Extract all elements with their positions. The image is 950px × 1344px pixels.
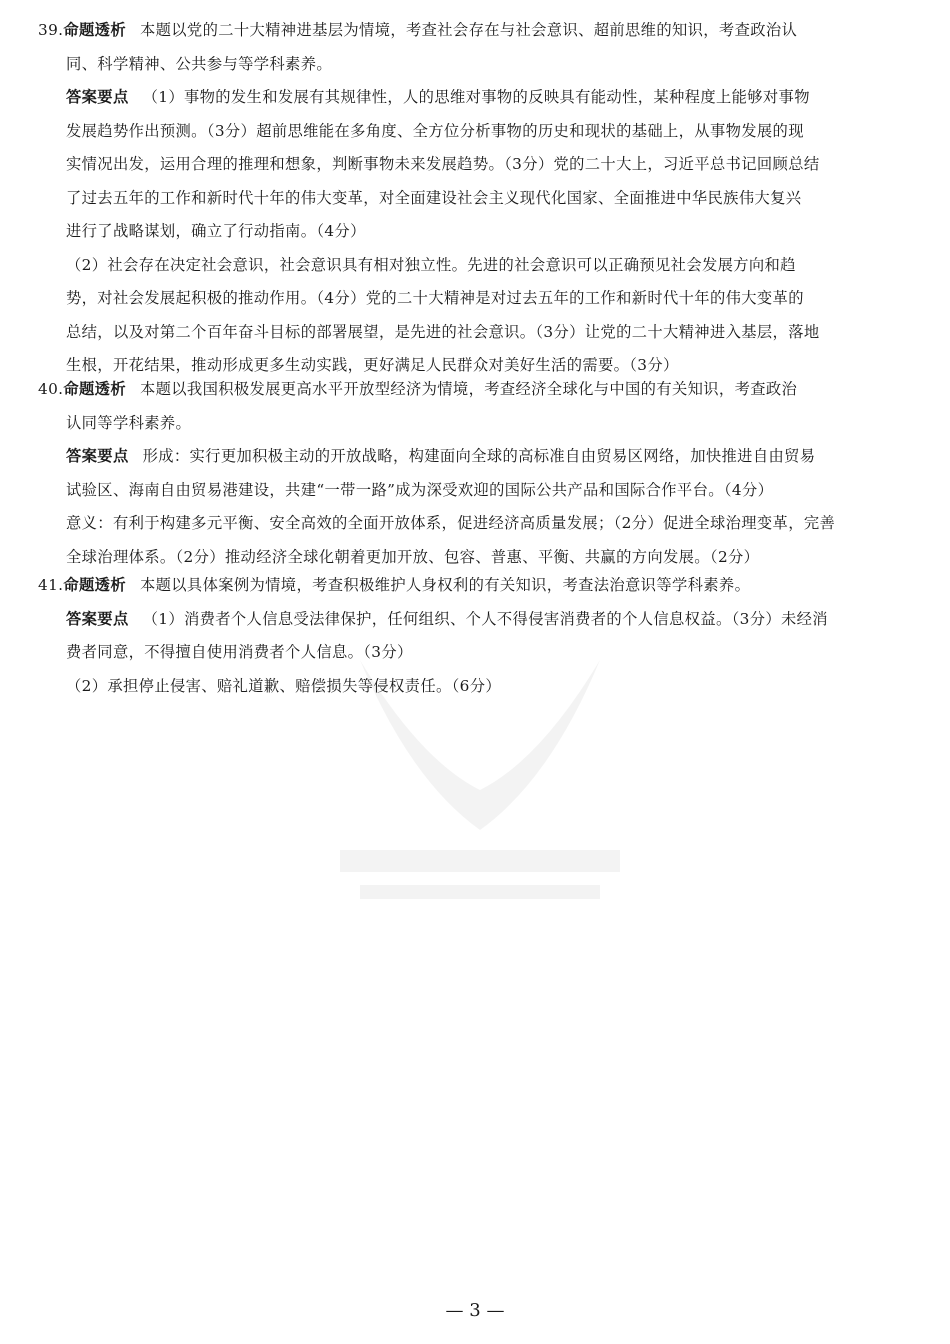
page-number: — 3 — bbox=[445, 1300, 505, 1321]
q39-answer-line-4: 了过去五年的工作和新时代十年的伟大变革，对全面建设社会主义现代化国家、全面推进中华民族伟大复兴 bbox=[66, 188, 802, 207]
analysis-text: 本题以具体案例为情境，考查积极维护人身权利的有关知识，考查法治意识等学科素养。 bbox=[139, 576, 751, 594]
answer-text: （1）消费者个人信息受法律保护，任何组织、个人不得侵害消费者的个人信息权益。（3分）未经消 bbox=[142, 609, 828, 628]
q39-analysis-line-2: 同、科学精神、公共参与等学科素养。 bbox=[66, 54, 332, 73]
q41-answer-line-1 bbox=[38, 603, 910, 637]
q41-analysis-line-1 bbox=[38, 569, 910, 603]
q40-answer-line-2: 试验区、海南自由贸易港建设，共建“一带一路”成为深受欢迎的国际公共产品和国际合作平台。（4分） bbox=[66, 480, 774, 499]
q40-answer-line-3: 意义：有利于构建多元平衡、安全高效的全面开放体系，促进经济高质量发展；（2分）促进全球治理变革，完善 bbox=[66, 514, 836, 532]
q40-answer-line-1 bbox=[38, 440, 910, 474]
q39-analysis-line-1 bbox=[38, 14, 910, 48]
q41-answer-line-2: 费者同意，不得擅自使用消费者个人信息。（3分） bbox=[66, 643, 413, 661]
question-39 bbox=[38, 14, 910, 383]
q39-answer-line-6: （2）社会存在决定社会意识，社会意识具有相对独立性。先进的社会意识可以正确预见社会发展方向和趋 bbox=[66, 255, 796, 274]
analysis-text: 本题以我国积极发展更高水平开放型经济为情境，考查经济全球化与中国的有关知识，考查政治 bbox=[139, 380, 798, 398]
q39-answer-line-3: 实情况出发，运用合理的推理和想象，判断事物未来发展趋势。（3分）党的二十大上，习近平总书记回顾总结 bbox=[66, 155, 820, 173]
answer-label: 答案要点 bbox=[66, 447, 129, 465]
question-40 bbox=[38, 373, 910, 574]
answer-text: （1）事物的发生和发展有其规律性，人的思维对事物的反映具有能动性，某种程度上能够对事物 bbox=[142, 88, 810, 106]
q40-analysis-line-2: 认同等学科素养。 bbox=[66, 413, 192, 432]
q41-answer-line-3: （2）承担停止侵害、赔礼道歉、赔偿损失等侵权责任。（6分） bbox=[66, 676, 501, 695]
analysis-text: 本题以党的二十大精神进基层为情境，考查社会存在与社会意识、超前思维的知识，考查政治认 bbox=[139, 21, 798, 39]
q39-answer-line-8: 总结，以及对第二个百年奋斗目标的部署展望，是先进的社会意识。（3分）让党的二十大精神进入基层，落地 bbox=[66, 322, 820, 341]
question-number: 39. bbox=[38, 21, 64, 39]
answer-text: 形成：实行更加积极主动的开放战略，构建面向全球的高标准自由贸易区网络，加快推进自由贸易 bbox=[142, 447, 816, 465]
analysis-label: 命题透析 bbox=[63, 380, 126, 398]
analysis-label: 命题透析 bbox=[63, 21, 126, 39]
q40-analysis-line-1 bbox=[38, 373, 910, 407]
answer-label: 答案要点 bbox=[66, 88, 129, 106]
analysis-label: 命题透析 bbox=[63, 576, 126, 594]
q39-answer-line-9: 生根，开花结果，推动形成更多生动实践，更好满足人民群众对美好生活的需要。（3分） bbox=[66, 356, 679, 374]
question-number: 41. bbox=[38, 576, 64, 594]
q39-answer-line-1 bbox=[38, 81, 910, 115]
question-number: 40. bbox=[38, 380, 64, 398]
q40-answer-line-4: 全球治理体系。（2分）推动经济全球化朝着更加开放、包容、普惠、平衡、共赢的方向发展。（2分） bbox=[66, 547, 760, 566]
answer-label: 答案要点 bbox=[66, 609, 129, 628]
q39-answer-line-7: 势，对社会发展起积极的推动作用。（4分）党的二十大精神是对过去五年的工作和新时代十年的伟大变革的 bbox=[66, 289, 804, 307]
question-41 bbox=[38, 569, 910, 703]
q39-answer-line-5: 进行了战略谋划，确立了行动指南。（4分） bbox=[66, 222, 366, 240]
q39-answer-line-2: 发展趋势作出预测。（3分）超前思维能在多角度、全方位分析事物的历史和现状的基础上，从事物发展的现 bbox=[66, 121, 804, 140]
